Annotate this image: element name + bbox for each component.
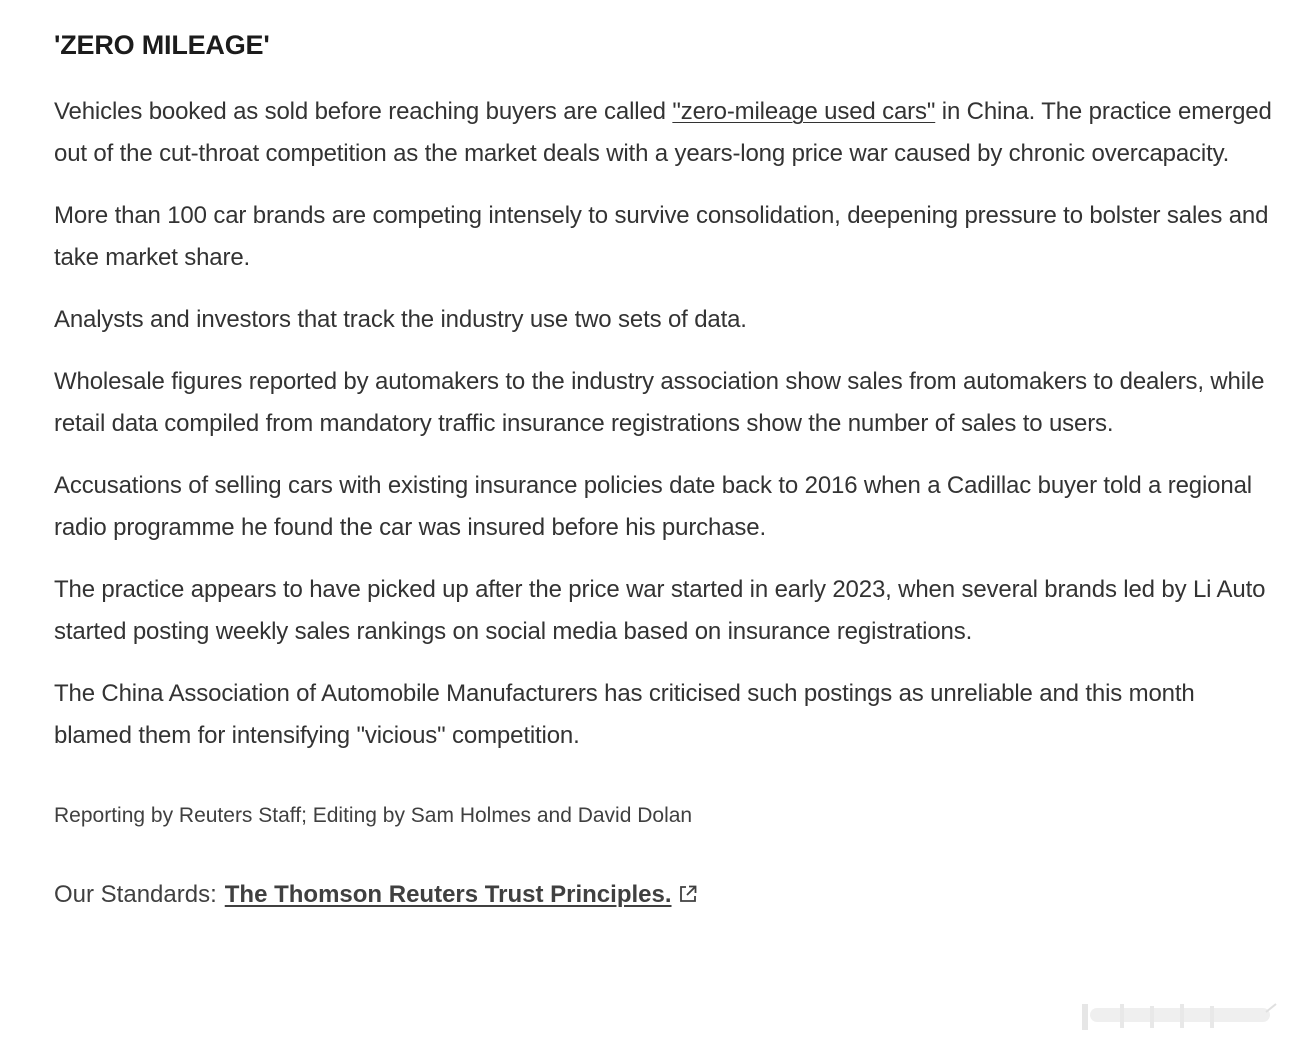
article-body bbox=[54, 30, 1276, 912]
reporting-credit: Reporting by Reuters Staff; Editing by Sam Holmes and David Dolan bbox=[54, 804, 693, 827]
our-standards bbox=[54, 878, 1276, 912]
paragraph-wholesale-figures: Wholesale figures reported by automakers to the industry association show sales from automakers to dealers, while retail data compiled from mandatory traffic insurance registrations show the number of sales to users. bbox=[54, 368, 1265, 437]
paragraph-car-brands: More than 100 car brands are competing intensely to survive consolidation, deepening pressure to bolster sales and take market share. bbox=[54, 202, 1269, 271]
paragraph-text: Vehicles booked as sold before reaching buyers are called bbox=[54, 98, 673, 125]
trust-principles-link[interactable]: The Thomson Reuters Trust Principles. bbox=[224, 881, 672, 908]
paragraph-caam: The China Association of Automobile Manufacturers has criticised such postings as unreliable and this month blamed them for intensifying "vicious" competition. bbox=[54, 680, 1195, 749]
paragraph-text: in China. The practice emerged out of the cut-throat competition as the market deals with a years-long price war caused by chronic overcapacity. bbox=[54, 98, 1272, 167]
paragraph-two-sets-of-data: Analysts and investors that track the industry use two sets of data. bbox=[54, 306, 747, 333]
paragraph-price-war: The practice appears to have picked up after the price war started in early 2023, when several brands led by Li Auto started posting weekly sales rankings on social media based on insurance registrations. bbox=[54, 576, 1266, 645]
paragraph-accusations: Accusations of selling cars with existing insurance policies date back to 2016 when a Cadillac buyer told a regional radio programme he found the car was insured before his purchase. bbox=[54, 472, 1252, 541]
watermark-mark bbox=[1080, 998, 1280, 1034]
standards-label: Our Standards: bbox=[54, 881, 217, 908]
paragraph-zero-mileage bbox=[54, 91, 1276, 175]
zero-mileage-link[interactable]: "zero-mileage used cars" bbox=[672, 98, 936, 125]
section-heading: 'ZERO MILEAGE' bbox=[54, 30, 270, 60]
external-link-icon[interactable] bbox=[678, 880, 698, 900]
